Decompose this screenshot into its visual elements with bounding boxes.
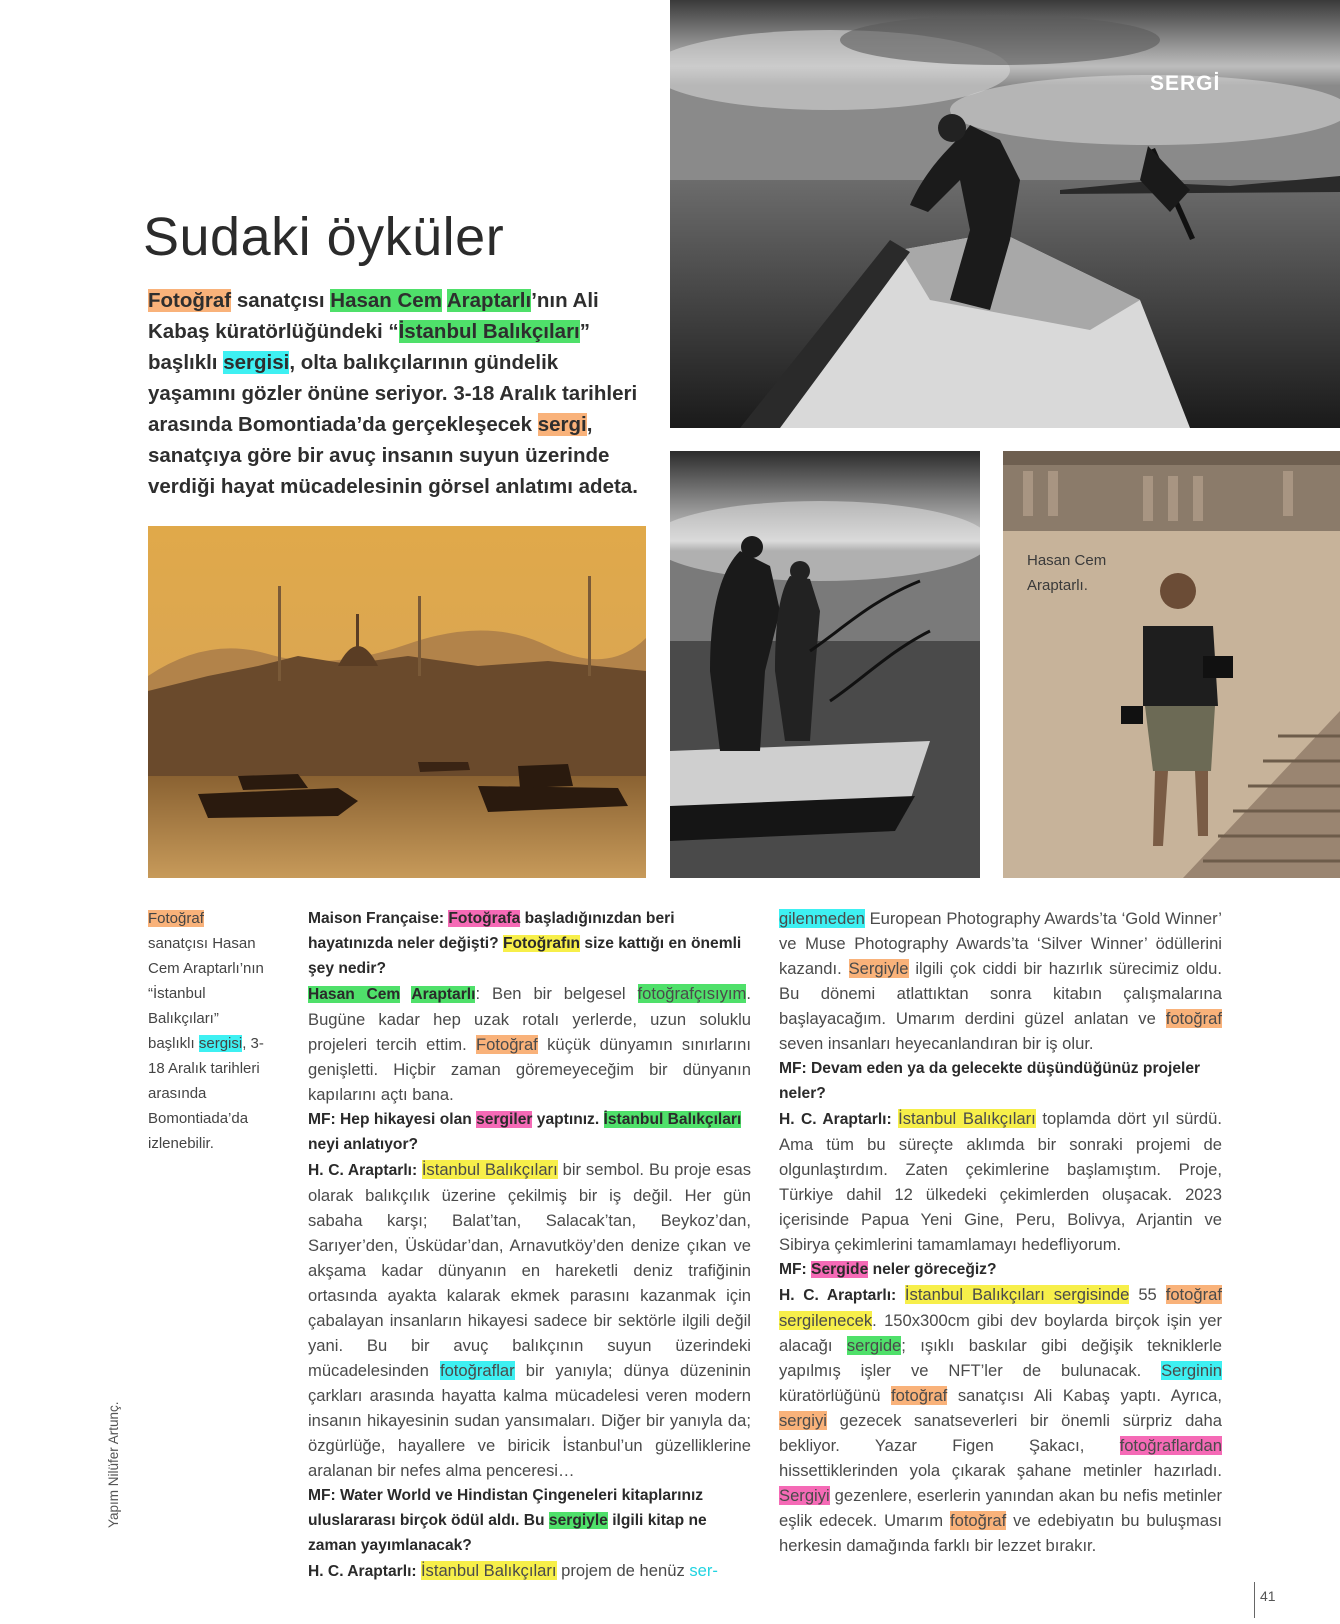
answer-highlight: fotoğraflardan <box>1119 1436 1222 1455</box>
lead-text: sanatçısı <box>231 289 331 312</box>
photo-fishermen-nets <box>670 451 980 878</box>
answer-text: hissettiklerinden yola çıkarak şahane metinler hazırladı. <box>779 1461 1222 1480</box>
lead-highlight: İstanbul Balıkçıları <box>398 320 580 343</box>
question-text: ilgili kitap ne zaman yayımlanacak? <box>308 1512 707 1554</box>
lead-highlight: Hasan Cem <box>330 289 442 312</box>
lead-highlight: Fotoğraf <box>148 289 232 312</box>
speaker-text: H. C. Araptarlı: <box>308 1162 422 1179</box>
question-highlight: Sergide <box>811 1261 869 1278</box>
interview-column-2 <box>779 906 1222 1558</box>
question-highlight: İstanbul Balıkçıları <box>603 1111 742 1128</box>
side-caption <box>148 906 266 1156</box>
photo-fishermen-nets-image <box>670 451 980 878</box>
answer-text: bir yanıyla; dünya düzeninin çarkları arasında hayatta kalma mücadelesi veren modern insanın hikayesinin sudan yansımaları. Diğer bir yanıyla da; özgürlüğe, hayallere ve biricik İstanbul’un güzelliklerine aralanan bir nefes alma penceresi… <box>308 1361 751 1480</box>
photo-fisherman-boat <box>670 0 1340 428</box>
answer-highlight: ser- <box>689 1561 718 1580</box>
question-text: Maison Française: <box>308 910 449 927</box>
question-text: neyi anlatıyor? <box>308 1136 419 1153</box>
lead-text: , sanatçıya göre bir avuç insanın suyun üzerinde verdiği hayat mücadelesinin görsel anlatımı adeta. <box>148 413 638 498</box>
answer-5 <box>779 1282 1222 1558</box>
question-highlight: Fotoğrafın <box>502 935 581 952</box>
photo-golden-skyline <box>148 526 646 878</box>
speaker-highlight: Araptarlı <box>411 986 476 1003</box>
answer-3-continued <box>779 906 1222 1056</box>
lead-highlight: sergisi <box>223 351 290 374</box>
question-highlight: sergiyle <box>548 1512 608 1529</box>
answer-text: küratörlüğünü <box>779 1386 892 1405</box>
lead-text: ’nın Ali Kabaş küratörlüğündeki “ <box>148 289 599 343</box>
answer-highlight: fotoğraf <box>1165 1285 1222 1304</box>
answer-4 <box>779 1106 1222 1257</box>
answer-highlight: sergide <box>846 1336 902 1355</box>
answer-highlight: fotoğraf <box>949 1511 1007 1530</box>
interview-column-1 <box>308 906 751 1584</box>
question-text: MF: <box>779 1261 812 1278</box>
answer-highlight: Fotoğraf <box>475 1035 538 1054</box>
page-number-rule <box>1254 1582 1255 1618</box>
answer-text: . 150x300cm gibi dev boylarda birçok işin yer alacağı <box>779 1311 1222 1355</box>
question-highlight: Fotoğrafa <box>448 910 521 927</box>
page-number: 41 <box>1260 1588 1276 1604</box>
photo-photographer-portrait <box>1003 451 1340 878</box>
answer-highlight: Sergiyle <box>848 959 909 978</box>
answer-highlight: İstanbul Balıkçıları <box>421 1160 558 1179</box>
lead-highlight: sergi <box>537 413 587 436</box>
answer-highlight: fotoğraf <box>1165 1009 1222 1028</box>
answer-highlight: sergiyi <box>779 1411 827 1430</box>
answer-text: ve edebiyatın bu buluşması herkesin damağında farklı bir lezzet bırakır. <box>779 1511 1223 1555</box>
answer-text: : Ben bir belgesel <box>475 984 638 1003</box>
answer-highlight: İstanbul Balıkçıları <box>898 1109 1036 1128</box>
caption-text: sanatçısı Hasan Cem Araptarlı’nın “İstanbul Balıkçıları” başlıklı <box>148 935 264 1052</box>
answer-1 <box>308 981 751 1107</box>
article-title: Sudaki öyküler <box>143 207 505 267</box>
speaker-text: H. C. Araptarlı: <box>779 1111 899 1128</box>
answer-text: sanatçısı Ali Kabaş yaptı. Ayrıca, <box>947 1386 1222 1405</box>
answer-highlight: sergilenecek <box>779 1311 873 1330</box>
question-text: neler göreceğiz? <box>868 1261 997 1278</box>
answer-highlight: İstanbul Balıkçıları sergisinde <box>904 1285 1130 1304</box>
answer-highlight: fotoğraf <box>891 1386 948 1405</box>
caption-text: , 3-18 Aralık tarihleri arasında Bomontiada’da izlenebilir. <box>148 1035 264 1152</box>
question-text: MF: Hep hikayesi olan <box>308 1111 477 1128</box>
speaker-text: H. C. Araptarlı: <box>779 1287 905 1304</box>
lead-text: ” başlıklı <box>148 320 591 374</box>
answer-highlight: fotoğraflar <box>439 1361 515 1380</box>
section-label: SERGİ <box>1150 72 1221 95</box>
question-text: MF: Water World ve Hindistan Çingeneleri kitaplarınız uluslararası birçok ödül aldı. Bu <box>308 1487 704 1529</box>
photo-photographer-portrait-image <box>1003 451 1340 878</box>
caption-highlight: Fotoğraf <box>148 910 204 927</box>
answer-text: küçük dünyamın sınırlarını genişletti. Hiçbir zaman göremeyeceğim bir dünyanın kapılarını açtı bana. <box>308 1035 751 1104</box>
speaker-text: H. C. Araptarlı: <box>308 1563 421 1580</box>
photo-fisherman-boat-image <box>670 0 1340 428</box>
question-3 <box>308 1483 751 1558</box>
lead-paragraph <box>148 285 648 502</box>
question-5 <box>779 1257 1222 1282</box>
question-4: MF: Devam eden ya da gelecekte düşündüğünüz projeler neler? <box>779 1060 1201 1102</box>
photo-caption: Hasan Cem Araptarlı. <box>1027 552 1107 594</box>
answer-highlight: Serginin <box>1161 1361 1222 1380</box>
answer-highlight: gilenmeden <box>779 909 865 928</box>
question-text: yaptınız. <box>532 1111 604 1128</box>
answer-text: ilgili çok ciddi bir hazırlık sürecimiz oldu. Bu dönemi atlattıktan sonra kitabın çalışmalarına başlayacağım. Umarım derdini güzel anlatan ve <box>779 959 1222 1028</box>
answer-text: gezenlere, eserlerin yanından akan bu nefis metinler eşlik edecek. Umarım <box>779 1486 1222 1530</box>
credit-line: Yapım Nilüfer Artunç. <box>106 1401 121 1528</box>
lead-text: , olta balıkçılarının gündelik yaşamını gözler önüne seriyor. 3-18 Aralık tarihleri arasında Bomontiada’da gerçekleşecek <box>148 351 638 436</box>
question-text: size kattığı en önemli şey nedir? <box>308 935 742 977</box>
answer-2 <box>308 1157 751 1483</box>
answer-text: ; ışıklı baskılar gibi değişik tekniklerle yapılmış işler ve NFT’ler de bulunacak. <box>779 1336 1222 1380</box>
answer-3 <box>308 1558 751 1584</box>
question-text: başladığınızdan beri hayatınızda neler değişti? <box>308 910 675 952</box>
answer-highlight: Sergiyi <box>779 1486 830 1505</box>
answer-text: gezecek sanatseverleri bir önemli sürpriz daha bekliyor. Yazar Figen Şakacı, <box>779 1411 1222 1455</box>
answer-text: . Bugüne kadar hep uzak rotalı yerlerde, uzun soluklu projeleri tercih ettim. <box>308 984 751 1054</box>
answer-text: toplamda dört yıl sürdü. Ama tüm bu süreçte aklımda bir sonraki projemi de olgunlaştırdım. Zaten çekimlerine başlamıştım. Proje, Türkiye dahil 12 ülkedeki çekimlerden oluşacak. 2023 içerisinde Papua Yeni Gine, Peru, Bolivya, Arjantin ve Sibirya çekimlerini tamamlamayı hedefliyorum. <box>779 1109 1222 1254</box>
answer-text: bir sembol. Bu proje esas olarak balıkçılık üzerine çekilmiş bir iş değil. Her gün sabaha karşı; Balat’tan, Salacak’tan, Beykoz’dan, Sarıyer’den, Üsküdar’dan, Arnavutköy’den denize çıkan ve akşama kadar dünyanın en hareketli deniz trafiğinin ortasında ayakta kalarak ekmek parasını kazanmak için çabalayan insanların hikayesi sadece bir sektörle ilgili değil yani. Bu bir avuç balıkçının suyun üzerindeki mücadelesinden <box>308 1160 751 1380</box>
answer-text: European Photography Awards’ta ‘Gold Winner’ ve Muse Photography Awards’ta ‘Silver Winner’ ödüllerini kazandı. <box>779 909 1222 978</box>
question-1 <box>308 906 751 981</box>
question-highlight: sergiler <box>476 1111 533 1128</box>
question-2 <box>308 1107 751 1157</box>
speaker-text <box>400 986 411 1003</box>
answer-text: 55 <box>1129 1285 1166 1304</box>
lead-highlight: Araptarlı <box>446 289 532 312</box>
answer-highlight: İstanbul Balıkçıları <box>420 1561 557 1580</box>
caption-highlight: sergisi <box>198 1035 243 1052</box>
answer-text: seven insanları heyecanlandıran bir iş olur. <box>779 1034 1094 1053</box>
photo-golden-skyline-image <box>148 526 646 878</box>
answer-text: projem de henüz <box>556 1561 690 1580</box>
speaker-highlight: Hasan Cem <box>308 986 401 1003</box>
answer-highlight: fotoğrafçısıyım <box>637 984 747 1003</box>
